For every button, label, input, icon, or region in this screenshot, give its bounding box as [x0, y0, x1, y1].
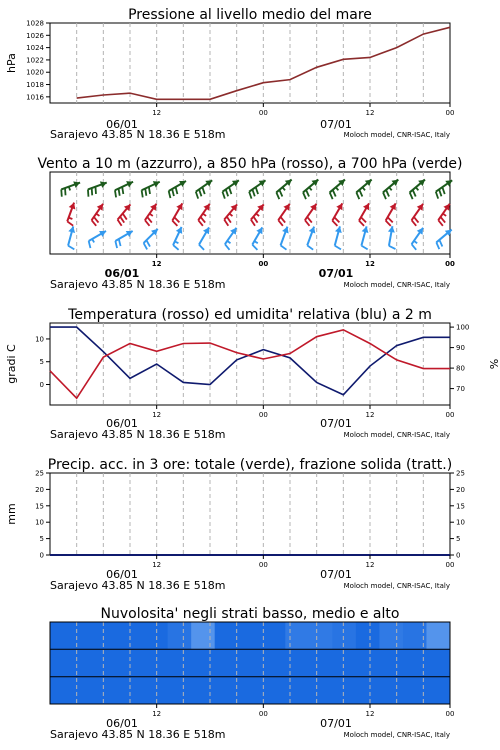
cloud-cell-medio	[262, 649, 286, 677]
wind-barb-feather	[229, 187, 231, 194]
cloud-model-credit: Moloch model, CNR-ISAC, Italy	[343, 731, 450, 739]
wind-barb-feather	[202, 187, 204, 194]
wind-barb-700-hpa	[61, 181, 80, 196]
cloud-heatmap	[50, 622, 451, 705]
cloud-cell-medio	[238, 649, 262, 677]
cloud-cell-medio	[215, 649, 239, 677]
wind-barb-850-hpa	[251, 204, 264, 225]
wind-x-ticks	[152, 254, 455, 268]
wind-barb-feather	[89, 241, 91, 248]
cloud-cell-medio	[168, 649, 192, 677]
y-tick-label: 20	[456, 485, 465, 494]
wind-barb-feather	[332, 221, 337, 226]
wind-barb-feather	[412, 244, 417, 250]
cloud-cell-basso	[168, 677, 192, 705]
temp-rh-location-label: Sarajevo 43.85 N 18.36 E 518m	[50, 428, 226, 441]
wind-barb-10-m	[173, 227, 182, 250]
wind-barb-feather	[278, 220, 283, 226]
wind-barb-700-hpa	[303, 180, 318, 200]
wind-barb-feather	[94, 217, 99, 223]
cloud-cell-alto	[50, 622, 74, 650]
precip-plot-frame	[50, 473, 450, 555]
y-tick-label: 1026	[26, 31, 44, 40]
x-tick-label: 12	[152, 411, 162, 419]
x-tick-label: 12	[365, 710, 375, 718]
wind-barb-head	[68, 226, 75, 233]
temp-rh-plot-frame	[50, 323, 450, 405]
y-tick-label: 5	[39, 535, 44, 544]
wind-barb-feather	[68, 246, 74, 250]
wind-barb-half-feather	[362, 187, 365, 190]
cloud-cell-basso	[285, 677, 309, 705]
pressure-model-credit: Moloch model, CNR-ISAC, Italy	[343, 131, 450, 139]
wind-title: Vento a 10 m (azzurro), a 850 hPa (rosso), a 700 hPa (verde)	[37, 156, 463, 172]
wind-barb-half-feather	[389, 187, 392, 190]
wind-barb-feather	[383, 192, 386, 199]
wind-barb-feather	[386, 221, 391, 226]
wind-barb-half-feather	[203, 214, 206, 216]
wind-barb-feather	[172, 221, 177, 226]
wind-barb-10-m	[225, 228, 236, 250]
wind-barb-feather	[142, 190, 143, 197]
temp-rh-date-label-1: 06/01	[106, 417, 138, 430]
cloud-panel	[50, 606, 454, 741]
cloud-cell-medio	[144, 649, 168, 677]
wind-barb-feather	[412, 220, 417, 226]
wind-barb-10-m	[252, 227, 262, 250]
wind-barb-head	[335, 226, 342, 233]
wind-panel	[37, 156, 462, 291]
temp-rh-grid	[77, 323, 424, 405]
wind-barb-10-m	[68, 226, 75, 249]
pressure-date-label-2: 07/01	[320, 118, 352, 131]
cloud-cell-alto	[144, 622, 168, 650]
precip-date-label-2: 07/01	[320, 568, 352, 581]
wind-barb-10-m	[281, 227, 289, 250]
cloud-cell-alto	[97, 622, 121, 650]
x-tick-label: 00	[258, 260, 269, 268]
cloud-cell-basso	[121, 677, 145, 705]
wind-barb-feather	[410, 192, 413, 199]
x-tick-label: 12	[152, 109, 162, 117]
cloud-cell-basso	[238, 677, 262, 705]
cloud-cell-medio	[426, 649, 450, 677]
cloud-date-label-2: 07/01	[320, 717, 352, 730]
wind-barb-feather	[251, 220, 255, 226]
cloud-cell-alto	[215, 622, 239, 650]
wind-barb-850-hpa	[224, 204, 237, 225]
wind-barb-half-feather	[282, 187, 285, 190]
wind-barb-feather	[227, 217, 231, 223]
y-tick-label: 70	[456, 385, 465, 394]
wind-barb-feather	[172, 189, 174, 196]
pressure-panel	[5, 7, 454, 141]
wind-barb-feather	[120, 217, 124, 223]
wind-barb-feather	[123, 214, 127, 220]
wind-barb-feather	[222, 192, 224, 199]
wind-barb-feather	[115, 241, 117, 248]
wind-barb-feather	[226, 189, 228, 196]
pressure-x-ticks	[152, 103, 454, 117]
wind-barb-feather	[252, 245, 257, 250]
wind-barb-10-m	[412, 228, 423, 250]
rh-y-ticks	[450, 324, 469, 394]
cloud-cell-basso	[379, 677, 403, 705]
wind-barb-half-feather	[69, 218, 73, 219]
wind-barb-850-hpa	[412, 204, 423, 226]
cloud-cell-basso	[97, 677, 121, 705]
wind-barb-feather	[198, 220, 203, 226]
temp-rh-x-ticks	[152, 405, 454, 419]
pressure-grid	[77, 23, 424, 103]
y-tick-label: 0	[39, 551, 44, 560]
wind-date-label-1: 06/01	[104, 267, 140, 280]
wind-barb-feather	[67, 221, 73, 225]
wind-barb-feather	[201, 217, 206, 223]
y-tick-label: 10	[456, 518, 465, 527]
y-tick-label: 25	[35, 469, 44, 478]
wind-barb-feather	[92, 220, 97, 226]
cloud-cell-medio	[191, 649, 215, 677]
wind-barb-feather	[281, 245, 287, 249]
wind-barb-feather	[333, 190, 336, 197]
x-tick-label: 00	[445, 411, 455, 419]
precip-y-label: mm	[5, 503, 18, 525]
wind-barb-feather	[118, 220, 122, 226]
wind-barb-feather	[436, 242, 439, 249]
cloud-cell-basso	[191, 677, 215, 705]
wind-barb-feather	[147, 217, 152, 223]
wind-barb-feather	[199, 189, 201, 196]
wind-barb-10-m	[144, 229, 158, 250]
wind-barb-feather	[119, 189, 120, 196]
cloud-x-ticks	[152, 704, 454, 718]
x-tick-label: 12	[365, 109, 375, 117]
cloud-cell-medio	[50, 649, 74, 677]
wind-barb-700-hpa	[276, 180, 291, 200]
wind-barb-10-m	[335, 226, 342, 249]
wind-barb-feather	[388, 217, 393, 222]
wind-barb-feather	[330, 192, 333, 199]
precip-model-credit: Moloch model, CNR-ISAC, Italy	[343, 582, 450, 590]
wind-barb-feather	[361, 217, 366, 222]
wind-barb-feather	[61, 189, 62, 196]
wind-barb-feather	[145, 220, 150, 226]
y-tick-label: 90	[456, 344, 465, 353]
y-tick-label: 100	[456, 323, 470, 332]
x-tick-label: 00	[258, 561, 268, 569]
wind-barb-700-hpa	[410, 180, 425, 200]
pressure-y-ticks	[26, 20, 50, 102]
cloud-cell-alto	[356, 622, 380, 650]
wind-barb-10-m	[307, 227, 315, 250]
cloud-cell-medio	[97, 649, 121, 677]
cloud-cell-alto	[121, 622, 145, 650]
wind-barb-feather	[356, 192, 359, 199]
wind-barb-10-m	[361, 226, 368, 249]
wind-barb-feather	[225, 244, 230, 250]
x-tick-label: 12	[152, 710, 162, 718]
wind-barb-feather	[441, 217, 446, 223]
wind-barb-half-feather	[414, 241, 417, 243]
wind-barb-feather	[249, 192, 251, 199]
temp-rh-model-credit: Moloch model, CNR-ISAC, Italy	[343, 431, 450, 439]
precip-date-label-1: 06/01	[106, 568, 138, 581]
wind-barb-half-feather	[229, 214, 232, 217]
cloud-cell-medio	[332, 649, 356, 677]
wind-barb-feather	[413, 190, 416, 197]
wind-barb-feather	[149, 187, 150, 194]
wind-barb-feather	[305, 220, 310, 226]
wind-barb-feather	[438, 220, 443, 226]
wind-barb-feather	[169, 191, 171, 198]
y-tick-label: 10	[35, 518, 44, 527]
cloud-cell-basso	[309, 677, 333, 705]
cloud-cell-basso	[356, 677, 380, 705]
wind-barb-700-hpa	[356, 180, 371, 200]
x-tick-label: 00	[445, 561, 455, 569]
x-tick-label: 00	[258, 710, 268, 718]
wind-barb-850-hpa	[118, 204, 131, 225]
cloud-cell-basso	[144, 677, 168, 705]
humidity-series-line	[50, 327, 450, 395]
wind-barb-850-hpa	[145, 204, 156, 226]
wind-barb-feather	[359, 190, 362, 197]
precip-location-label: Sarajevo 43.85 N 18.36 E 518m	[50, 579, 226, 592]
wind-barb-700-hpa	[383, 180, 398, 200]
wind-barb-feather	[436, 192, 438, 199]
cloud-cell-alto	[285, 622, 309, 650]
y-tick-label: 15	[456, 502, 465, 511]
wind-barb-feather	[122, 187, 123, 194]
wind-barb-half-feather	[96, 214, 99, 216]
cloud-cell-alto	[191, 622, 215, 650]
x-tick-label: 12	[365, 561, 375, 569]
y-tick-label: 0	[456, 551, 461, 560]
x-tick-label: 00	[258, 109, 268, 117]
wind-barb-feather	[88, 189, 89, 196]
pressure-date-label-1: 06/01	[106, 118, 138, 131]
wind-model-credit: Moloch model, CNR-ISAC, Italy	[343, 281, 450, 289]
cloud-cell-alto	[309, 622, 333, 650]
precip-x-ticks	[152, 555, 454, 569]
wind-barb-10-m	[436, 230, 451, 250]
rh-y-label: %	[487, 358, 500, 370]
wind-barb-feather	[92, 188, 93, 195]
y-tick-label: 5	[39, 358, 44, 367]
x-tick-label: 12	[151, 260, 162, 268]
wind-barb-feather	[144, 243, 148, 249]
wind-barb-head	[362, 226, 369, 233]
wind-barb-feather	[145, 189, 146, 196]
cloud-cell-alto	[238, 622, 262, 650]
cloud-cell-basso	[215, 677, 239, 705]
wind-barb-feather	[307, 245, 313, 249]
wind-barb-feather	[359, 221, 364, 226]
wind-barb-feather	[199, 245, 204, 250]
wind-barb-feather	[334, 217, 339, 222]
cloud-cell-alto	[262, 622, 286, 650]
y-tick-label: 25	[456, 469, 465, 478]
wind-barb-feather	[439, 189, 441, 196]
y-tick-label: 1016	[26, 93, 44, 102]
wind-barb-feather	[253, 217, 257, 223]
wind-barbs	[61, 180, 452, 250]
cloud-cell-medio	[379, 649, 403, 677]
precip-panel	[5, 457, 465, 592]
wind-barb-850-hpa	[198, 204, 209, 226]
wind-barb-850-hpa	[332, 203, 342, 226]
wind-barb-feather	[173, 245, 178, 250]
wind-barb-feather	[196, 192, 198, 199]
cloud-cell-basso	[50, 677, 74, 705]
wind-barb-feather	[65, 188, 66, 195]
wind-barb-850-hpa	[92, 204, 103, 226]
y-tick-label: 1022	[26, 56, 44, 65]
wind-barb-850-hpa	[359, 203, 369, 226]
cloud-cell-medio	[285, 649, 309, 677]
temp-rh-date-label-2: 07/01	[320, 417, 352, 430]
wind-barb-feather	[335, 246, 341, 250]
y-tick-label: 1028	[26, 19, 44, 28]
cloud-title: Nuvolosita' negli strati basso, medio e alto	[100, 606, 400, 622]
y-tick-label: 80	[456, 364, 465, 373]
precip-y-ticks	[35, 470, 465, 560]
wind-barb-feather	[146, 240, 150, 246]
wind-barb-850-hpa	[67, 203, 75, 226]
x-tick-label: 12	[365, 411, 375, 419]
wind-barb-half-feather	[416, 187, 419, 190]
x-tick-label: 00	[258, 411, 268, 419]
wind-barb-half-feather	[309, 187, 312, 190]
temperature-series-line	[50, 330, 450, 398]
pressure-title: Pressione al livello medio del mare	[128, 7, 372, 23]
wind-barb-half-feather	[256, 214, 259, 217]
x-tick-label: 12	[152, 561, 162, 569]
y-tick-label: 0	[39, 381, 44, 389]
wind-barb-850-hpa	[172, 203, 182, 226]
wind-barb-feather	[224, 220, 228, 226]
y-tick-label: 20	[35, 485, 44, 494]
wind-barb-feather	[439, 240, 442, 247]
wind-barb-feather	[306, 190, 309, 197]
y-tick-label: 1024	[26, 44, 44, 53]
y-tick-label: 10	[35, 335, 44, 344]
wind-barb-700-hpa	[88, 181, 107, 196]
cloud-cell-basso	[262, 677, 286, 705]
x-tick-label: 12	[365, 260, 375, 268]
pressure-plot-frame	[50, 23, 450, 103]
x-tick-label: 00	[445, 710, 455, 718]
cloud-cell-medio	[356, 649, 380, 677]
precip-title: Precip. acc. in 3 ore: totale (verde), frazione solida (tratt.)	[47, 457, 453, 473]
wind-barb-half-feather	[443, 214, 446, 216]
cloud-cell-alto	[332, 622, 356, 650]
wind-barb-850-hpa	[386, 203, 396, 226]
wind-barb-half-feather	[254, 241, 257, 243]
cloud-cell-medio	[121, 649, 145, 677]
wind-barb-feather	[276, 192, 279, 199]
x-tick-label: 00	[445, 260, 455, 268]
cloud-cell-basso	[332, 677, 356, 705]
wind-barb-10-m	[388, 226, 396, 249]
y-tick-label: 5	[456, 535, 461, 544]
temp-rh-title: Temperatura (rosso) ed umidita' relativa (blu) a 2 m	[68, 307, 432, 323]
wind-barb-half-feather	[92, 239, 94, 242]
wind-barb-half-feather	[150, 214, 153, 216]
wind-barb-850-hpa	[305, 204, 316, 226]
cloud-date-label-1: 06/01	[106, 717, 138, 730]
temp-rh-panel	[5, 307, 500, 441]
wind-barb-feather	[307, 217, 312, 223]
wind-barb-feather	[174, 217, 179, 222]
wind-barb-850-hpa	[438, 204, 449, 226]
wind-barb-feather	[414, 217, 419, 223]
wind-barb-feather	[252, 189, 254, 196]
wind-barb-feather	[442, 187, 444, 194]
wind-barb-feather	[389, 246, 396, 249]
y-tick-label: 1018	[26, 81, 44, 90]
wind-barb-feather	[176, 187, 178, 194]
wind-location-label: Sarajevo 43.85 N 18.36 E 518m	[50, 278, 226, 291]
temp-y-ticks	[35, 335, 50, 389]
wind-barb-700-hpa	[330, 180, 345, 200]
wind-barb-half-feather	[336, 187, 339, 190]
wind-barb-feather	[95, 187, 96, 194]
temp-y-label: gradi C	[5, 344, 18, 384]
y-tick-label: 1020	[26, 68, 44, 77]
cloud-cell-basso	[426, 677, 450, 705]
cloud-cell-alto	[426, 622, 450, 650]
precip-grid	[77, 473, 424, 555]
wind-barb-feather	[281, 217, 286, 223]
wind-barb-half-feather	[69, 187, 70, 191]
y-tick-label: 15	[35, 502, 44, 511]
wind-barb-feather	[303, 192, 306, 199]
wind-barb-850-hpa	[278, 204, 289, 226]
wind-barb-feather	[361, 246, 367, 250]
pressure-y-label: hPa	[5, 53, 18, 73]
x-tick-label: 00	[445, 109, 455, 117]
wind-barb-half-feather	[227, 241, 230, 243]
wind-barb-feather	[115, 190, 116, 197]
cloud-cell-alto	[379, 622, 403, 650]
cloud-cell-alto	[168, 622, 192, 650]
pressure-location-label: Sarajevo 43.85 N 18.36 E 518m	[50, 128, 226, 141]
wind-barb-feather	[279, 190, 282, 197]
cloud-cell-medio	[309, 649, 333, 677]
wind-barb-feather	[119, 239, 121, 246]
wind-barb-feather	[256, 187, 258, 194]
wind-barb-10-m	[199, 227, 209, 250]
cloud-location-label: Sarajevo 43.85 N 18.36 E 518m	[50, 728, 226, 741]
wind-date-label-2: 07/01	[318, 267, 354, 280]
wind-barb-feather	[386, 190, 389, 197]
wind-barb-half-feather	[175, 241, 179, 243]
